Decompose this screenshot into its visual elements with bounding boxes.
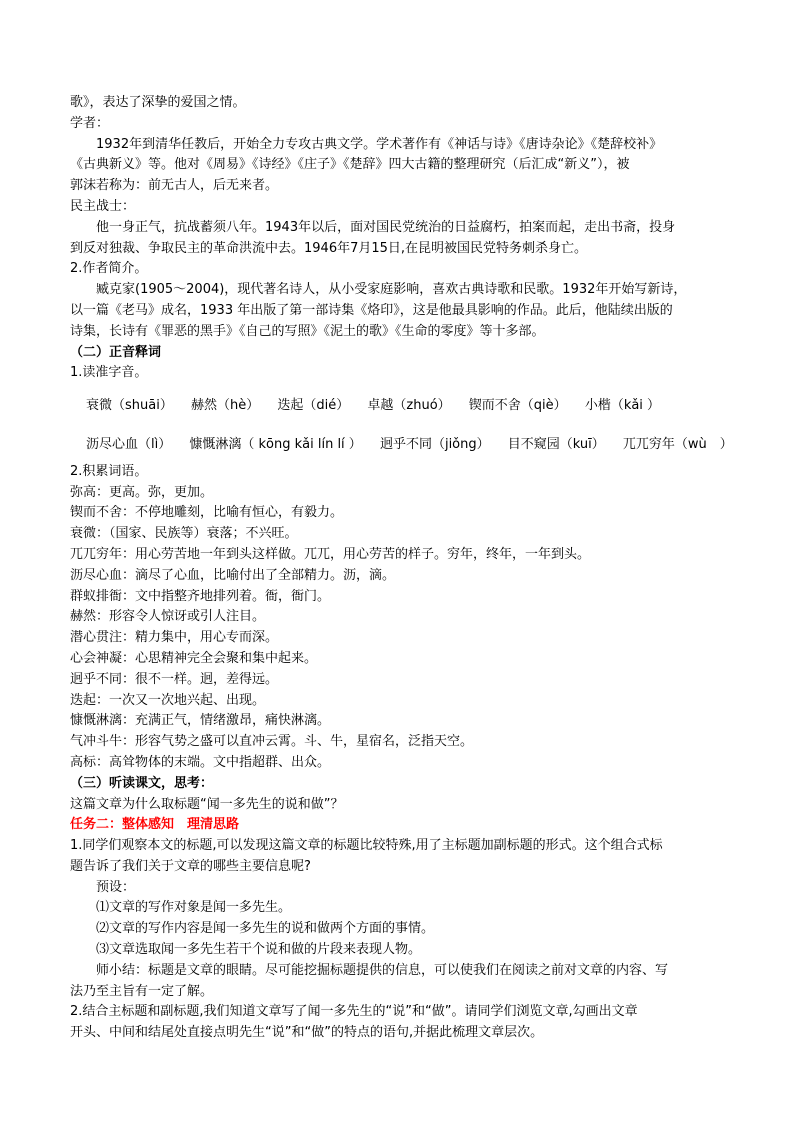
vocab-item: 气冲斗牛：形容气势之盛可以直冲云霄。斗、牛，星宿名，泛指天空。 [70,734,474,750]
vocab-item: 群蚁排衙：文中指整齐地排列着。衙，衙门。 [70,588,331,604]
section-heading-pronunciation: （二）正音释词 [70,344,162,360]
section-heading-listen: （三）听读课文，思考： [70,775,214,791]
pinyin-item: 锲而不舍（qiè） [468,398,567,414]
pinyin-row-1 [70,396,730,417]
section-label-democrat: 民主战士： [70,198,136,214]
text-line: 以一篇《老马》成名，1933 年出版了第一部诗集《烙印》，这是他最具影响的作品。此后，他陆续出版的 [70,302,673,318]
text-line: 到反对独裁、争取民主的革命洪流中去。1946年7月15日,在昆明被国民党特务刺杀身亡。 [70,240,588,256]
pinyin-row-2 [70,435,733,456]
pinyin-item: 慷慨淋漓（ kōng kǎi lín lí ） [189,436,362,452]
subheading-read-chars: 1.读准字音。 [70,365,148,381]
question-line: 这篇文章为什么取标题“闻一多先生的说和做”？ [70,796,344,812]
vocab-item: 弥高：更高。弥，更加。 [70,484,214,500]
pinyin-item: 赫然（hè） [190,398,260,414]
text-line: 歌》，表达了深挚的爱国之情。 [70,95,246,110]
task-heading: 任务二：整体感知 理清思路 [70,817,240,833]
text-line: 臧克家(1905～2004)，现代著名诗人，从小受家庭影响，喜欢古典诗歌和民歌。1932年开始写新诗， [96,282,687,298]
vocab-item: 衰微：（国家、民族等）衰落；不兴旺。 [70,526,298,542]
vocab-item: 迥乎不同：很不一样。迥，差得远。 [70,671,279,687]
teacher-summary: 师小结：标题是文章的眼睛。尽可能挖掘标题提供的信息，可以使我们在阅读之前对文章的内容、写 [96,962,669,978]
pinyin-item: 卓越（zhuó） [367,398,451,414]
section-heading-author: 2.作者简介。 [70,261,148,277]
text-line: 1.同学们观察本文的标题,可以发现这篇文章的标题比较特殊,用了主标题加副标题的形式。这个组合式标 [70,838,663,854]
text-line: 郭沫若称为：前无古人，后无来者。 [70,178,279,194]
section-label-scholar: 学者： [70,115,110,131]
vocab-item: 兀兀穷年：用心劳苦地一年到头这样做。兀兀，用心劳苦的样子。穷年，终年，一年到头。 [70,546,591,562]
subheading-vocabulary: 2.积累词语。 [70,463,148,479]
pinyin-item: 迭起（dié） [277,398,350,414]
text-line: 题告诉了我们关于文章的哪些主要信息呢? [70,858,311,874]
vocab-item: 沥尽心血：滴尽了心血，比喻付出了全部精力。沥，滴。 [70,567,396,583]
pinyin-item: 小楷（kǎi ） [584,398,661,414]
pinyin-item: 目不窥园（kuī） [507,436,605,452]
preset-item: ⑴文章的写作对象是闻一多先生。 [96,900,292,916]
text-line: 法乃至主旨有一定了解。 [70,983,214,999]
text-line: 诗集，长诗有《罪恶的黑手》《自己的写照》《泥土的歌》《生命的零度》等十多部。 [70,323,545,339]
vocab-item: 潜心贯注：精力集中，用心专而深。 [70,630,279,646]
pinyin-item: 沥尽心血（lì） [86,436,172,452]
preset-label: 预设： [96,879,136,895]
vocab-item: 慷慨淋漓：充满正气，情绪激昂，痛快淋漓。 [70,713,331,729]
text-line: 2.结合主标题和副标题,我们知道文章写了闻一多先生的“说”和“做”。请同学们浏览文章,勾画出文章 [70,1004,638,1020]
vocab-item: 迭起：一次又一次地兴起、出现。 [70,692,266,708]
pinyin-item: 迥乎不同（jiǒng） [379,436,490,452]
document-page [70,93,733,1044]
vocab-item: 高标：高耸物体的末端。文中指超群、出众。 [70,754,331,770]
pinyin-item: 兀兀穷年（wù ） [622,436,733,452]
preset-item: ⑵文章的写作内容是闻一多先生的说和做两个方面的事情。 [96,921,435,937]
text-line: 《古典新义》等。他对《周易》《诗经》《庄子》《楚辞》四大古籍的整理研究（后汇成“新义”），被 [70,157,630,173]
vocab-item: 锲而不舍：不停地雕刻，比喻有恒心，有毅力。 [70,505,344,521]
vocab-item: 心会神凝：心思精神完全会聚和集中起来。 [70,650,318,666]
text-line: 1932年到清华任教后，开始全力专攻古典文学。学术著作有《神话与诗》《唐诗杂论》《楚辞校补》 [96,136,663,152]
preset-item: ⑶文章选取闻一多先生若干个说和做的片段来表现人物。 [96,942,422,958]
pinyin-item: 衰微（shuāi） [86,398,173,414]
text-line: 开头、中间和结尾处直接点明先生“说”和“做”的特点的语句,并据此梳理文章层次。 [70,1025,544,1041]
text-line: 他一身正气，抗战蓄须八年。1943年以后，面对国民党统治的日益腐朽，拍案而起，走出书斋，投身 [96,219,676,235]
vocab-item: 赫然：形容令人惊讶或引人注目。 [70,609,266,625]
